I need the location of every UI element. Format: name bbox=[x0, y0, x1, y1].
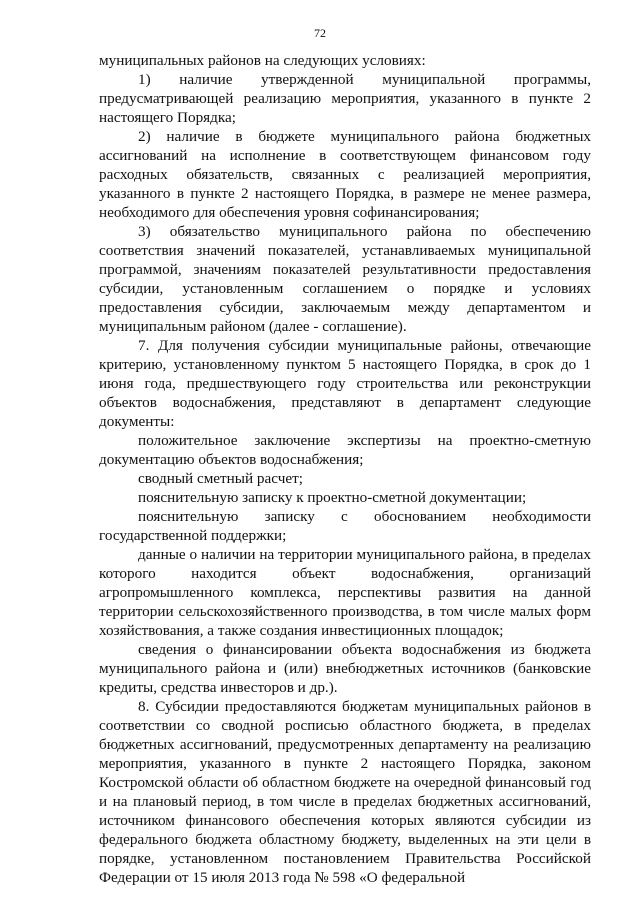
paragraph: 3) обязательство муниципального района по обеспечению соответствия значений показателей, устанавливаемых муниципальной программой, значениям показателей результативности предоставления субсидии, установленным соглашением о порядке и условиях предоставления субсидии, заключаемым между департаментом и муниципальным районом (далее - соглашение). bbox=[99, 223, 591, 335]
paragraph: сведения о финансировании объекта водоснабжения из бюджета муниципального района и (или) внебюджетных источников (банковские кредиты, средства инвесторов и др.). bbox=[99, 641, 591, 696]
paragraph: 1) наличие утвержденной муниципальной программы, предусматривающей реализацию мероприятия, указанного в пункте 2 настоящего Порядка; bbox=[99, 71, 591, 126]
paragraph: муниципальных районов на следующих условиях: bbox=[99, 52, 426, 69]
paragraph: сводный сметный расчет; bbox=[138, 470, 303, 487]
paragraph: пояснительную записку к проектно-сметной документации; bbox=[138, 489, 527, 506]
paragraph: пояснительную записку с обоснованием необходимости государственной поддержки; bbox=[99, 508, 591, 544]
paragraph: 2) наличие в бюджете муниципального района бюджетных ассигнований на исполнение в соответствующем финансовом году расходных обязательств, связанных с реализацией мероприятия, указанного в пункте 2 настоящего Порядка, в размере не менее размера, необходимого для обеспечения уровня софинансирования; bbox=[99, 128, 591, 221]
paragraph: положительное заключение экспертизы на проектно-сметную документацию объектов водоснабжения; bbox=[99, 432, 591, 468]
document-body bbox=[99, 51, 591, 887]
paragraph: 8. Субсидии предоставляются бюджетам муниципальных районов в соответствии со сводной росписью областного бюджета, в пределах бюджетных ассигнований, предусмотренных департаменту на реализацию мероприятия, указанного в пункте 2 настоящего Порядка, законом Костромской области об областном бюджете на очередной финансовый год и на плановый период, в том числе в пределах бюджетных ассигнований, источником финансового обеспечения которых являются субсидии из федерального бюджета областному бюджету, выделенных на эти цели в порядке, установленном постановлением Правительства Российской Федерации от 15 июля 2013 года № 598 «О федеральной bbox=[99, 698, 591, 886]
paragraph: 7. Для получения субсидии муниципальные районы, отвечающие критерию, установленному пунктом 5 настоящего Порядка, в срок до 1 июня года, предшествующего году строительства или реконструкции объектов водоснабжения, представляют в департамент следующие документы: bbox=[99, 337, 591, 430]
paragraph: данные о наличии на территории муниципального района, в пределах которого находится объект водоснабжения, организаций агропромышленного комплекса, перспективы развития на данной территории сельскохозяйственного производства, в том числе малых форм хозяйствования, а также создания инвестиционных площадок; bbox=[99, 546, 591, 639]
page-number: 72 bbox=[314, 26, 326, 40]
